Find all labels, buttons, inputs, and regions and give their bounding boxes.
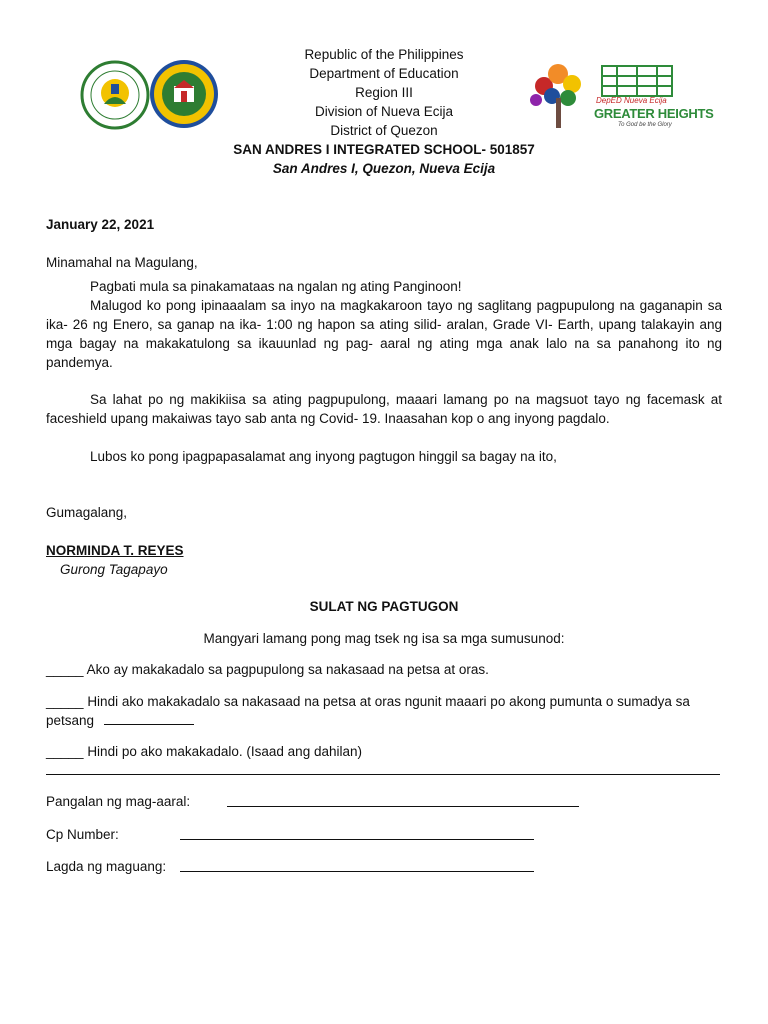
cp-number-label: Cp Number: — [46, 827, 119, 842]
logo-tagline-text: To God be the Glory — [618, 122, 672, 128]
option-not-attend-text: Hindi po ako makakadalo. (Isaad ang dahilan) — [87, 744, 362, 759]
header-line-republic: Republic of the Philippines — [304, 47, 464, 62]
signatory-name: NORMINDA T. REYES — [46, 543, 184, 558]
header-line-division: Division of Nueva Ecija — [314, 104, 454, 119]
signatory-position: Gurong Tagapayo — [60, 562, 168, 577]
reply-instruction: Mangyari lamang pong mag tsek ng isa sa mga sumusunod: — [203, 631, 565, 646]
option-attend — [46, 660, 489, 679]
paragraph-thanks: Lubos ko pong ipagpapasalamat ang inyong pagtugon hinggil sa bagay na ito, — [90, 449, 557, 464]
logo-small-text: DepED Nueva Ecija — [596, 96, 667, 105]
option-attend-blank[interactable]: _____ — [46, 662, 84, 677]
option-attend-text: Ako ay makakadalo sa pagpupulong sa nakasaad na petsa at oras. — [86, 662, 489, 677]
parent-signature-field[interactable] — [180, 871, 534, 872]
option-not-attend — [46, 742, 362, 761]
school-address: San Andres I, Quezon, Nueva Ecija — [272, 161, 496, 176]
reason-line[interactable] — [46, 774, 720, 775]
closing: Gumagalang, — [46, 505, 128, 520]
reschedule-date-field[interactable] — [104, 711, 194, 725]
option-reschedule — [46, 692, 722, 730]
student-name-field[interactable] — [227, 806, 579, 807]
greeting-line: Pagbati mula sa pinakamataas na ngalan ng ating Panginoon! — [90, 279, 462, 294]
header-line-region: Region III — [355, 85, 413, 100]
option-reschedule-blank[interactable]: _____ — [46, 694, 84, 709]
paragraph-health-protocol: Sa lahat po ng makikiisa sa ating pagpupulong, maaari lamang po na magsuot tayo ng facemask at faceshield upang makaiwas tayo sab anta ng Covid- 19. Inaasahan kop o ang inyong pagdalo. — [46, 392, 722, 426]
header-line-district: District of Quezon — [330, 123, 438, 138]
salutation: Minamahal na Magulang, — [46, 255, 198, 270]
reply-title: SULAT NG PAGTUGON — [309, 599, 459, 614]
letter-date: January 22, 2021 — [46, 217, 155, 232]
option-reschedule-text: Hindi ako makakadalo sa nakasaad na petsa at oras ngunit maaari po akong pumunta o sumadya sa — [87, 694, 690, 709]
header-line-deped: Department of Education — [309, 66, 459, 81]
cp-number-field[interactable] — [180, 839, 534, 840]
student-name-label: Pangalan ng mag-aaral: — [46, 794, 191, 809]
greater-heights-logo — [522, 56, 714, 136]
option-reschedule-date-label: petsang — [46, 713, 95, 728]
school-name: SAN ANDRES I INTEGRATED SCHOOL- 501857 — [233, 142, 535, 157]
parent-signature-label: Lagda ng maguang: — [46, 859, 167, 874]
option-not-attend-blank[interactable]: _____ — [46, 744, 84, 759]
logo-main-text: GREATER HEIGHTS — [594, 106, 714, 121]
deped-seal-logo — [80, 60, 150, 130]
paragraph-meeting: Malugod ko pong ipinaaalam sa inyo na magkakaroon tayo ng saglitang pagpupulong na gaganapin sa ika- 26 ng Enero, sa ganap na ika- 1:00 ng hapon sa ating silid- aralan, Grade VI- Earth, upang talakayin ang mga bagay na makakatulong sa ikauunlad ng pag- aaral ng ating mga anak lalo na sa panahong ito ng pandemya. — [46, 298, 722, 370]
